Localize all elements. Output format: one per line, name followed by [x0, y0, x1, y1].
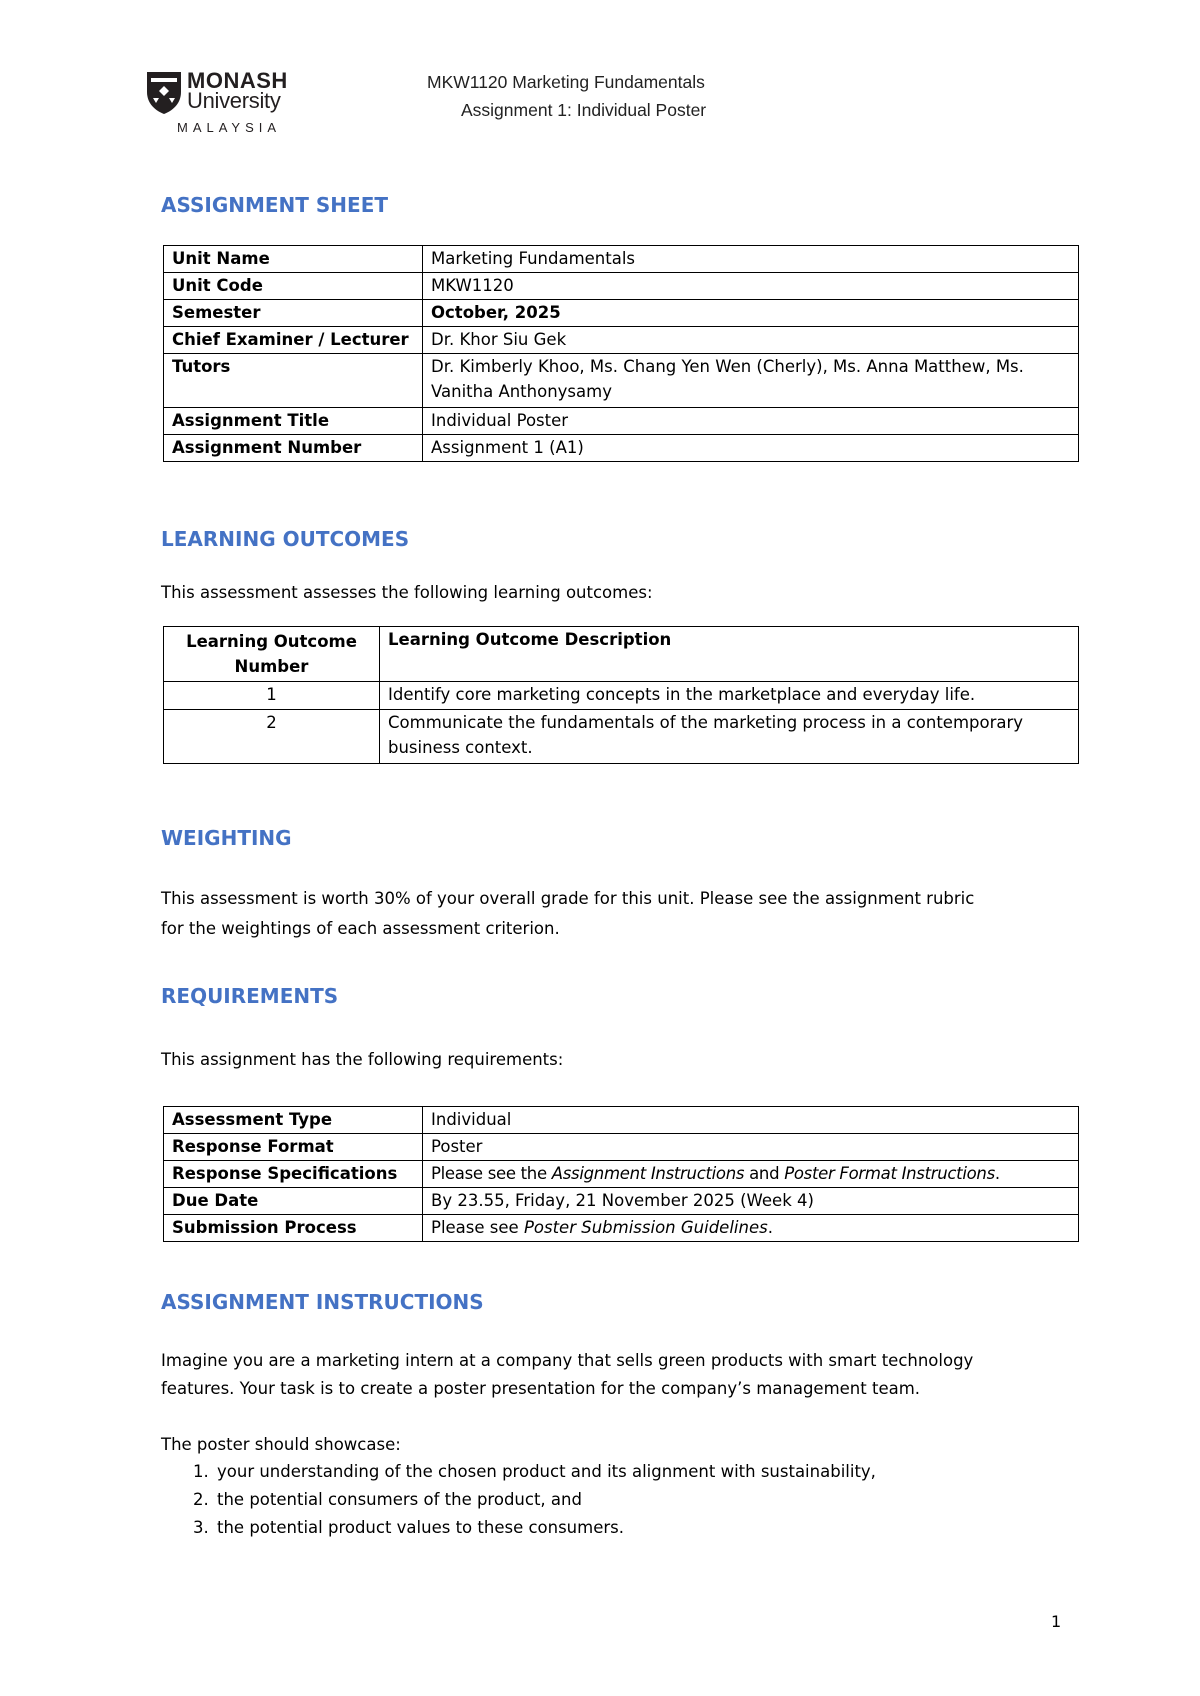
value-text: and — [744, 1164, 785, 1183]
row-value: Dr. Kimberly Khoo, Ms. Chang Yen Wen (Cherly), Ms. Anna Matthew, Ms. Vanitha Anthonysamy — [423, 354, 1079, 408]
row-label: Unit Name — [164, 246, 423, 273]
row-value — [423, 1215, 1079, 1242]
section-heading-learning-outcomes: LEARNING OUTCOMES — [161, 527, 410, 551]
requirements-table — [163, 1106, 1079, 1242]
assignment-sheet-table — [163, 245, 1079, 462]
outcome-description: Identify core marketing concepts in the marketplace and everyday life. — [380, 682, 1079, 710]
row-value: Assignment 1 (A1) — [423, 435, 1079, 462]
table-row — [164, 1134, 1079, 1161]
list-text: the potential consumers of the product, and — [217, 1490, 582, 1509]
row-label: Assessment Type — [164, 1107, 423, 1134]
row-label: Chief Examiner / Lecturer — [164, 327, 423, 354]
table-row — [164, 300, 1079, 327]
instructions-list — [161, 1458, 876, 1542]
table-row — [164, 1215, 1079, 1242]
list-item — [161, 1458, 876, 1486]
value-text: . — [994, 1164, 1000, 1183]
row-value: Poster — [423, 1134, 1079, 1161]
list-number: 3. — [193, 1518, 209, 1537]
row-label: Response Format — [164, 1134, 423, 1161]
table-row — [164, 354, 1079, 408]
table-row — [164, 408, 1079, 435]
learning-outcomes-table — [163, 626, 1079, 764]
row-value: Marketing Fundamentals — [423, 246, 1079, 273]
row-label: Tutors — [164, 354, 423, 408]
outcome-number: 1 — [164, 682, 380, 710]
row-value: By 23.55, Friday, 21 November 2025 (Week 4) — [423, 1188, 1079, 1215]
outcome-description: Communicate the fundamentals of the marketing process in a contemporary business context. — [380, 710, 1079, 764]
list-number: 1. — [193, 1462, 209, 1481]
column-header-description: Learning Outcome Description — [380, 627, 1079, 682]
instructions-para-line2: features. Your task is to create a poster presentation for the company’s management team. — [161, 1379, 921, 1398]
learning-outcomes-intro: This assessment assesses the following learning outcomes: — [161, 583, 653, 602]
table-header-row — [164, 627, 1079, 682]
instructions-para-line1: Imagine you are a marketing intern at a company that sells green products with smart technology — [161, 1351, 974, 1370]
table-row — [164, 246, 1079, 273]
row-value: October, 2025 — [423, 300, 1079, 327]
row-label: Assignment Number — [164, 435, 423, 462]
monash-shield-icon — [145, 70, 183, 116]
weighting-text-line2: for the weightings of each assessment criterion. — [161, 919, 560, 938]
table-row — [164, 710, 1079, 764]
row-value: MKW1120 — [423, 273, 1079, 300]
value-emphasis: Poster Submission Guidelines — [523, 1218, 768, 1237]
outcome-number: 2 — [164, 710, 380, 764]
value-text: . — [767, 1218, 773, 1237]
row-label: Unit Code — [164, 273, 423, 300]
row-value: Individual — [423, 1107, 1079, 1134]
section-heading-requirements: REQUIREMENTS — [161, 984, 339, 1008]
section-heading-assignment-instructions: ASSIGNMENT INSTRUCTIONS — [161, 1290, 484, 1314]
value-emphasis: Assignment Instructions — [551, 1164, 745, 1183]
column-header-number: Learning Outcome Number — [164, 627, 380, 682]
list-text: your understanding of the chosen product and its alignment with sustainability, — [217, 1462, 876, 1481]
list-item — [161, 1486, 876, 1514]
instructions-list-intro: The poster should showcase: — [161, 1435, 401, 1454]
list-item — [161, 1514, 876, 1542]
table-row — [164, 682, 1079, 710]
weighting-text-line1: This assessment is worth 30% of your overall grade for this unit. Please see the assignment rubric — [161, 889, 975, 908]
table-row — [164, 1161, 1079, 1188]
row-value: Dr. Khor Siu Gek — [423, 327, 1079, 354]
value-emphasis: Poster Format Instructions — [784, 1164, 995, 1183]
logo-text-malaysia: MALAYSIA — [177, 120, 282, 135]
value-text: Please see — [431, 1218, 524, 1237]
row-label: Submission Process — [164, 1215, 423, 1242]
row-label: Semester — [164, 300, 423, 327]
section-heading-assignment-sheet: ASSIGNMENT SHEET — [161, 193, 389, 217]
table-row — [164, 273, 1079, 300]
row-label: Assignment Title — [164, 408, 423, 435]
list-number: 2. — [193, 1490, 209, 1509]
table-row — [164, 327, 1079, 354]
row-label: Due Date — [164, 1188, 423, 1215]
table-row — [164, 1188, 1079, 1215]
section-heading-weighting: WEIGHTING — [161, 826, 292, 850]
page-number: 1 — [1051, 1612, 1062, 1631]
table-row — [164, 1107, 1079, 1134]
logo-text-university: University — [187, 88, 281, 113]
row-value: Individual Poster — [423, 408, 1079, 435]
header-unit: MKW1120 Marketing Fundamentals — [427, 72, 705, 92]
logo-text-monash: MONASH — [187, 68, 288, 93]
row-value — [423, 1161, 1079, 1188]
header-assignment: Assignment 1: Individual Poster — [461, 100, 707, 120]
row-label: Response Specifications — [164, 1161, 423, 1188]
value-text: Please see the — [431, 1164, 552, 1183]
requirements-intro: This assignment has the following requirements: — [161, 1050, 564, 1069]
list-text: the potential product values to these consumers. — [217, 1518, 624, 1537]
table-row — [164, 435, 1079, 462]
university-logo — [145, 68, 295, 140]
